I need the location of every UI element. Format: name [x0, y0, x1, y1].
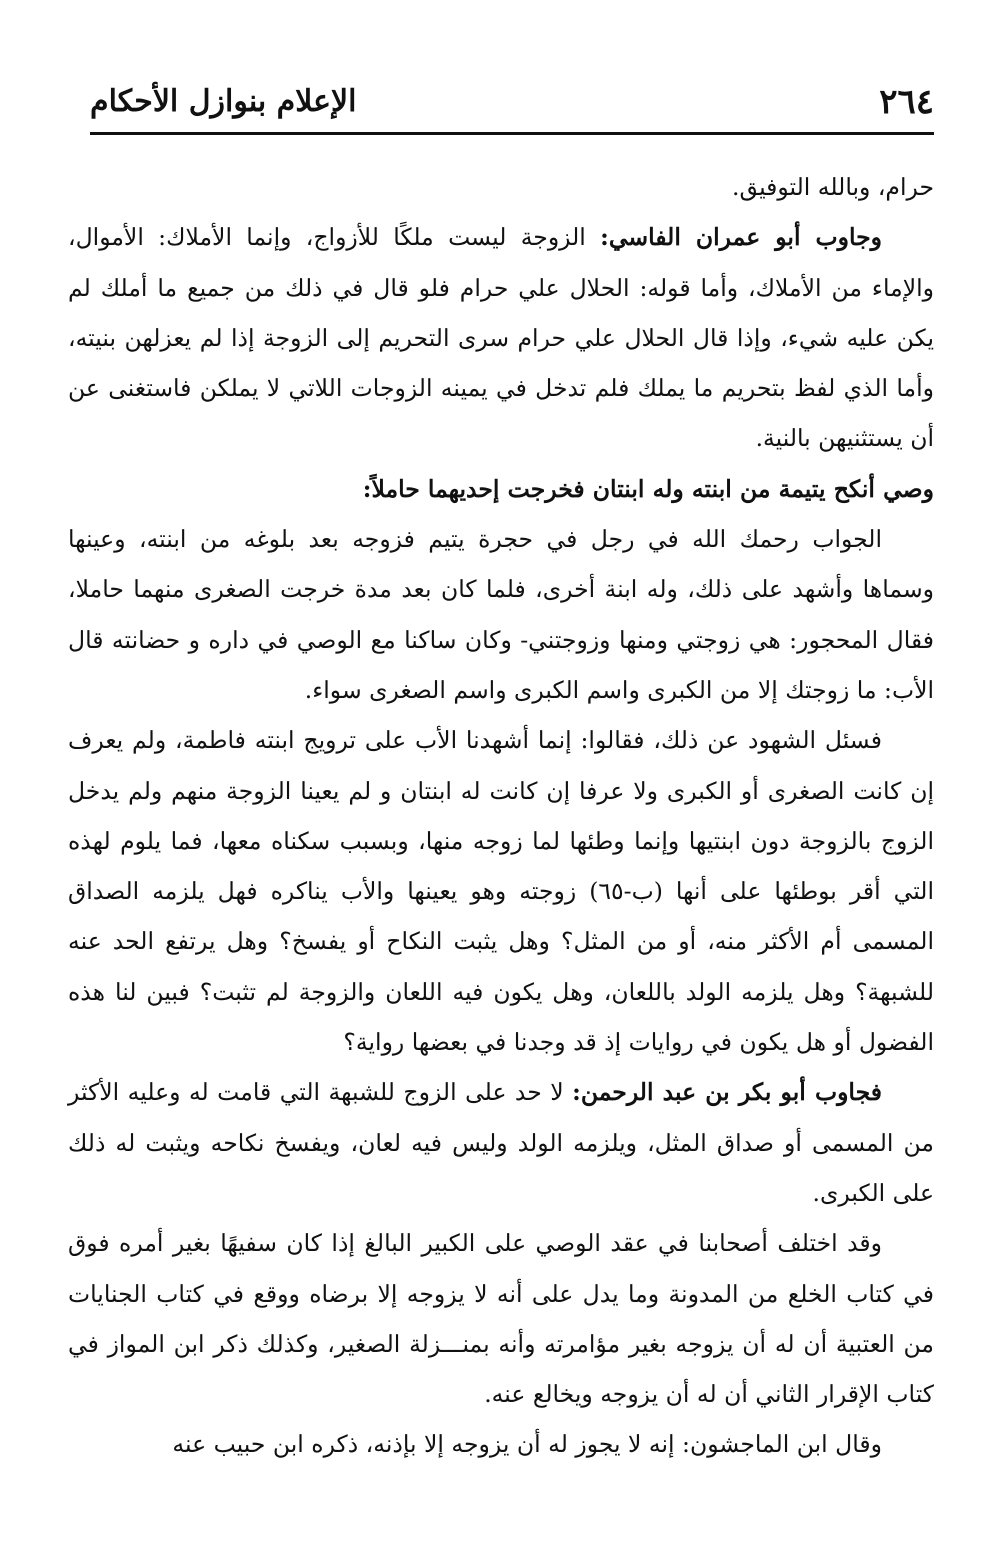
section-heading [68, 464, 934, 514]
page-body [68, 162, 934, 1470]
paragraph-text: وقال ابن الماجشون: إنه لا يجوز له أن يزوجه إلا بإذنه، ذكره ابن حبيب عنه [172, 1430, 882, 1459]
paragraph [68, 1218, 934, 1419]
book-title: الإعلام بنوازل الأحكام [90, 84, 357, 119]
answer-lead: فجاوب أبو بكر بن عبد الرحمن: [572, 1078, 882, 1107]
paragraph-text: حرام، وبالله التوفيق. [732, 173, 934, 201]
paragraph [68, 1419, 934, 1469]
paragraph [68, 162, 934, 212]
page-header [90, 80, 934, 126]
answer-lead: وجاوب أبو عمران الفاسي: [600, 223, 883, 252]
section-heading-text: وصي أنكح يتيمة من ابنته وله ابنتان فخرجت إحديهما حاملاً: [362, 474, 934, 503]
paragraph-text: الجواب رحمك الله في رجل في حجرة يتيم فزوجه بعد بلوغه من ابنته، وعينها وسماها وأشهد على ذلك، وله ابنة أخرى، فلما كان بعد مدة خرجت الصغرى منهما حاملا، فقال المحجور: هي زوجتي ومنها وزوجتني- وكان ساكنا مع الوصي في داره و حضانته قال الأب: ما زوجتك إلا من الكبرى واسم الكبرى واسم الصغرى سواء. [68, 525, 934, 704]
paragraph-text: فسئل الشهود عن ذلك، فقالوا: إنما أشهدنا الأب على ترويج ابنته فاطمة، ولم يعرف إن كانت الصغرى أو الكبرى ولا عرفا إن كانت له ابنتان و لم يعينا الزوجة منهم ولم يدخل الزوج بالزوجة دون ابنتيها وإنما وطئها لما زوجه منها، وبسبب سكناه معها، فما يلوم لهذه التي أقر بوطئها على أنها (ب-٦٥) زوجته وهو يعينها والأب يناكره فهل يلزمه الصداق المسمى أم الأكثر منه، أو من المثل؟ وهل يثبت النكاح أو يفسخ؟ وهل يرتفع الحد عنه للشبهة؟ وهل يلزمه الولد باللعان، وهل يكون فيه اللعان والزوجة لم تثبت؟ فبين لنا هذه الفضول أو هل يكون في روايات إذ قد وجدنا في بعضها رواية؟ [68, 726, 934, 1057]
paragraph [68, 1067, 934, 1218]
paragraph [68, 715, 934, 1067]
paragraph-text: الزوجة ليست ملكًا للأزواج، وإنما الأملاك: الأموال، والإماء من الأملاك، وأما قوله: الحلال علي حرام فلو قال في ذلك من جميع ما أملك لم يكن عليه شيء، وإذا قال الحلال علي حرام سرى التحريم إلى الزوجة إذا لم يعزلهن بنيته، وأما الذي لفظ بتحريم ما يملك فلم تدخل في يمينه الزوجات اللاتي لا يملكن فاستغنى عن أن يستثنيهن بالنية. [68, 223, 934, 453]
page-number: ٢٦٤ [879, 82, 934, 122]
paragraph [68, 212, 934, 463]
paragraph-text: لا حد على الزوج للشبهة التي قامت له وعليه الأكثر من المسمى أو صداق المثل، ويلزمه الولد وليس فيه لعان، ويفسخ نكاحه ويثبت له ذلك على الكبرى. [68, 1078, 934, 1207]
paragraph-text: وقد اختلف أصحابنا في عقد الوصي على الكبير البالغ إذا كان سفيهًا بغير أمره فوق في كتاب الخلع من المدونة وما يدل على أنه لا يزوجه إلا برضاه ووقع في كتاب الجنايات من العتبية أن له أن يزوجه بغير مؤامرته وأنه بمنـــزلة الصغير، وكذلك ذكر ابن المواز في كتاب الإقرار الثاني أن له أن يزوجه ويخالع عنه. [68, 1229, 934, 1409]
header-divider [90, 132, 934, 135]
paragraph [68, 514, 934, 715]
